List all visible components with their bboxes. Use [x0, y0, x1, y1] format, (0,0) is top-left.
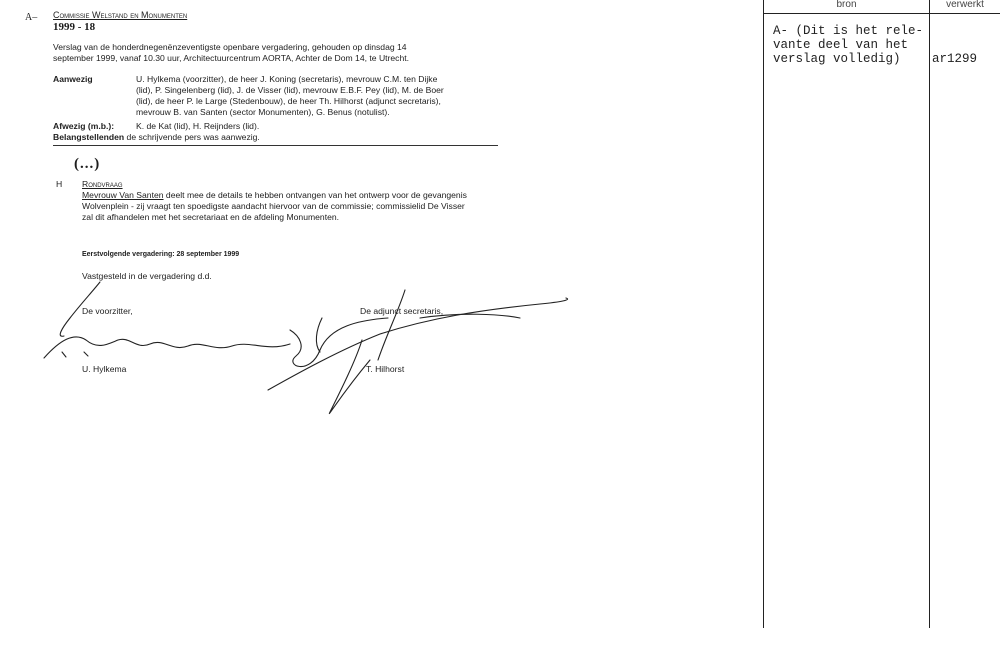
interested-text: de schrijvende pers was aanwezig. — [126, 132, 260, 142]
present-line-1: U. Hylkema (voorzitter), de heer J. Koning (secretaris), mevrouw C.M. ten Dijke — [136, 74, 438, 84]
secretary-name: T. Hilhorst — [366, 364, 405, 374]
column-header-bron: bron — [836, 0, 857, 10]
present-line-2: (lid), P. Singelenberg (lid), J. de Visser (lid), mevrouw E.B.F. Pey (lid), M. de Boer — [136, 85, 444, 95]
handwritten-signatures — [0, 0, 600, 420]
present-label: Aanwezig — [53, 74, 93, 84]
note-line-2: vante deel van het — [773, 38, 909, 52]
present-line-4: mevrouw B. van Santen (sector Monumenten), G. Benus (notulist). — [136, 107, 390, 117]
document-marker: A– — [25, 12, 38, 23]
next-meeting: Eerstvolgende vergadering: 28 september 1999 — [82, 251, 240, 258]
note-line-1: A- (Dit is het rele- — [773, 24, 924, 38]
table-header-rule — [763, 13, 1000, 14]
ellipsis: (...) — [74, 156, 101, 172]
column-header-verwerkt: verwerkt — [946, 0, 984, 10]
absent-label: Afwezig (m.b.): — [53, 121, 115, 131]
item-text-1: deelt mee de details te hebben ontvangen van het ontwerp voor de gevangenis — [165, 190, 467, 200]
committee-name: Commissie Welstand en Monumenten — [53, 10, 188, 20]
table-middle-border — [929, 0, 930, 628]
intro-line-1: Verslag van de honderdnegenënzeventigste openbare vergadering, gehouden op dinsdag 14 — [53, 42, 407, 52]
present-line-3: (lid), de heer P. le Large (Stedenbouw), de heer Th. Hilhorst (adjunct secretaris), — [136, 96, 441, 106]
report-number: 1999 - 18 — [53, 21, 96, 33]
interested-label: Belangstellenden — [53, 132, 125, 142]
section-title: Rondvraag — [82, 179, 123, 189]
item-name: Mevrouw Van Santen — [82, 190, 164, 200]
reference-code: ar1299 — [932, 52, 978, 66]
section-letter: H — [56, 179, 63, 189]
absent-text: K. de Kat (lid), H. Reijnders (lid). — [136, 121, 260, 131]
note-line-3: verslag volledig) — [773, 52, 901, 66]
item-line-3: zal dit afhandelen met het secretariaat en de afdeling Monumenten. — [82, 212, 340, 222]
chair-name: U. Hylkema — [82, 364, 127, 374]
table-left-border — [763, 0, 764, 628]
adopted-line: Vastgesteld in de vergadering d.d. — [82, 271, 212, 281]
chair-label: De voorzitter, — [82, 306, 133, 316]
secretary-label: De adjunct secretaris, — [360, 306, 444, 316]
intro-line-2: september 1999, vanaf 10.30 uur, Architectuurcentrum AORTA, Achter de Dom 14, te Utrecht. — [53, 53, 410, 63]
item-line-2: Wolvenplein - zij vraagt ten spoedigste aandacht hiervoor van de commissie; commissielid De Visser — [82, 201, 465, 211]
